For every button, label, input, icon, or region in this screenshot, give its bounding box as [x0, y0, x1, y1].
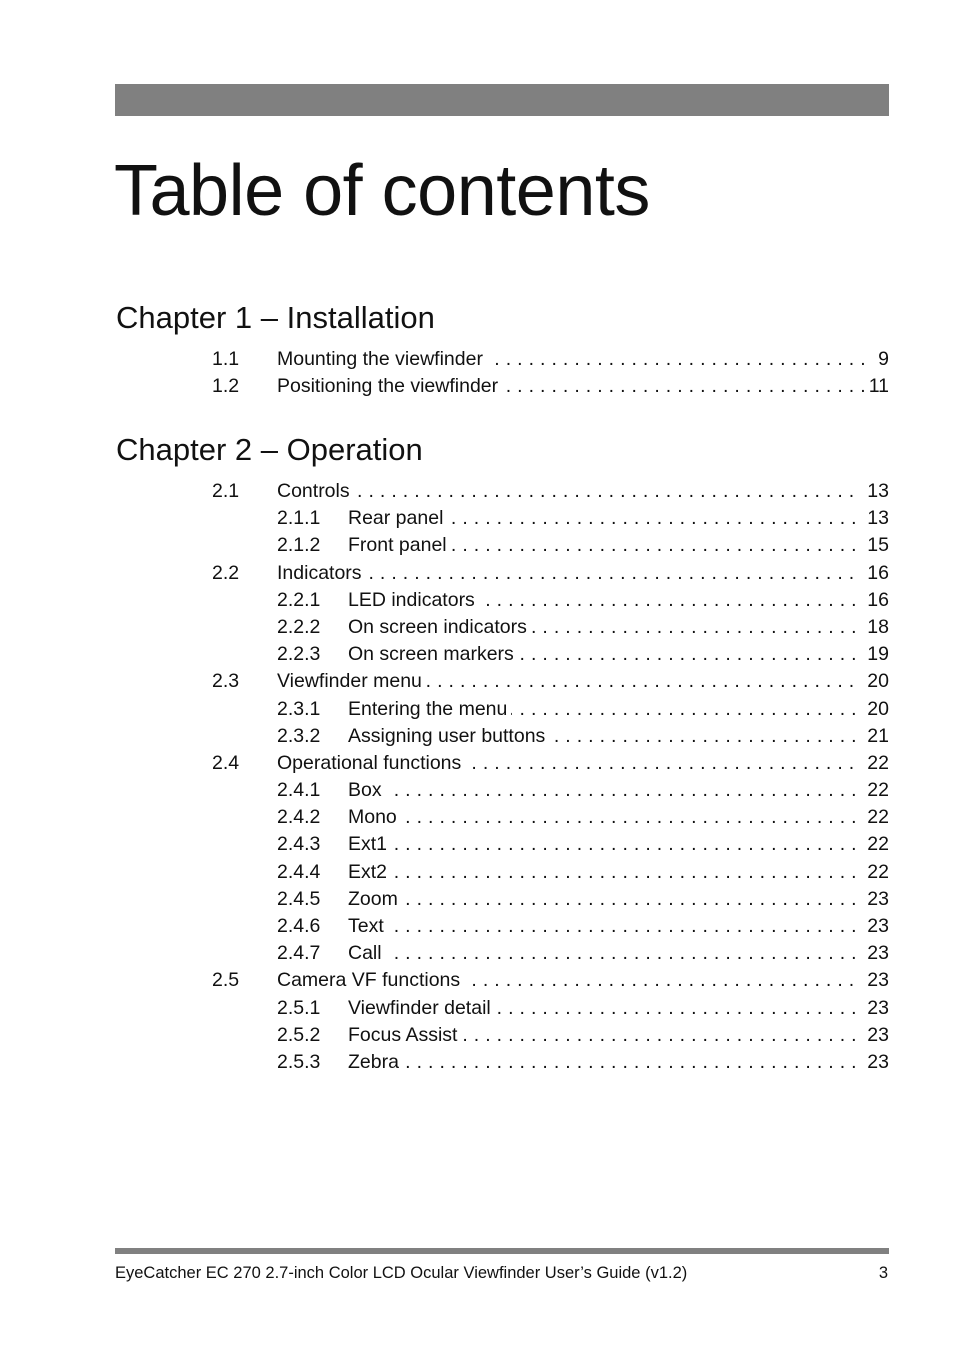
toc-entry-2-5-3[interactable]: [0, 1049, 954, 1076]
toc-entry-page: 13: [862, 478, 889, 505]
toc-entry-number: 2.3.2: [277, 724, 321, 747]
toc-entry-number: 1.1: [212, 348, 240, 370]
toc-entry-number: 2.3: [212, 670, 240, 693]
toc-entry-page: 22: [862, 750, 889, 777]
toc-entry-title[interactable]: On screen indicators . . .: [348, 614, 889, 641]
toc-entry-page: 23: [862, 913, 889, 940]
toc-entry-2-5-1[interactable]: [0, 995, 954, 1022]
toc-entry-number: 2.2.2: [277, 615, 321, 638]
toc-entry-2-4-6[interactable]: [0, 913, 954, 940]
toc-entry-number: 1.2: [212, 375, 240, 398]
toc-entry-number: 2.1.1: [277, 507, 321, 530]
toc-entry-2-1-2[interactable]: [0, 532, 954, 559]
toc-entry-title[interactable]: Ext1 . . .: [348, 831, 889, 858]
toc-entry-page: 23: [862, 1022, 889, 1049]
toc-entry-number: 2.2.1: [277, 588, 321, 611]
toc-entry-number: 2.4.4: [277, 860, 321, 883]
toc-entry-number: 2.5: [212, 969, 240, 992]
toc-list-chapter-1: [0, 346, 954, 400]
toc-entry-2-2-1[interactable]: [0, 587, 954, 614]
chapter-heading-1: Chapter 1 – Installation: [116, 300, 435, 335]
toc-entry-page: 15: [862, 532, 889, 559]
toc-entry-2-4-1[interactable]: [0, 777, 954, 804]
toc-entry-title[interactable]: Viewfinder menu . . .: [277, 668, 889, 695]
toc-entry-page: 18: [862, 614, 889, 641]
chapter-heading-2: Chapter 2 – Operation: [116, 432, 423, 467]
toc-entry-number: 2.4.6: [277, 915, 321, 937]
toc-entry-title[interactable]: Viewfinder detail . . .: [348, 995, 889, 1022]
toc-entry-title[interactable]: Text . . .: [348, 913, 889, 940]
toc-entry-number: 2.4.5: [277, 887, 321, 910]
toc-entry-title[interactable]: Call . . .: [348, 940, 889, 967]
footer-document-title: EyeCatcher EC 270 2.7-inch Color LCD Ocular Viewfinder User’s Guide (v1.2): [115, 1264, 688, 1282]
toc-entry-number: 2.4.2: [277, 806, 321, 829]
toc-entry-page: 20: [862, 696, 889, 723]
toc-entry-page: 19: [862, 641, 889, 668]
toc-entry-number: 2.5.3: [277, 1050, 321, 1073]
toc-entry-title[interactable]: Ext2 . . .: [348, 859, 889, 886]
toc-entry-2-5-2[interactable]: [0, 1022, 954, 1049]
toc-entry-page: 13: [862, 505, 889, 532]
toc-entry-page: 22: [862, 777, 889, 804]
toc-entry-2-3[interactable]: [0, 668, 954, 695]
toc-entry-number: 2.4: [212, 751, 240, 774]
toc-entry-2-2[interactable]: [0, 560, 954, 587]
toc-entry-title[interactable]: Indicators . . .: [277, 560, 889, 587]
toc-entry-2-3-2[interactable]: [0, 723, 954, 750]
toc-entry-page: 16: [862, 560, 889, 587]
toc-entry-number: 2.1: [212, 480, 240, 502]
toc-entry-title[interactable]: Mounting the viewfinder . . .: [277, 346, 889, 373]
toc-entry-page: 23: [862, 886, 889, 913]
toc-entry-number: 2.3.1: [277, 697, 321, 720]
page-title: Table of contents: [114, 151, 650, 231]
header-rule: [115, 84, 889, 116]
toc-entry-2-4-7[interactable]: [0, 940, 954, 967]
toc-entry-title[interactable]: Box . . .: [348, 777, 889, 804]
toc-entry-number: 2.1.2: [277, 534, 321, 557]
toc-entry-page: 21: [862, 723, 889, 750]
toc-entry-1-2[interactable]: [0, 373, 954, 400]
toc-entry-page: 22: [862, 804, 889, 831]
toc-entry-title[interactable]: Zebra . . .: [348, 1049, 889, 1076]
toc-entry-2-4-4[interactable]: [0, 859, 954, 886]
toc-entry-2-4-3[interactable]: [0, 831, 954, 858]
toc-entry-number: 2.2: [212, 561, 240, 584]
toc-entry-page: 9: [873, 346, 889, 373]
toc-entry-page: 16: [862, 587, 889, 614]
toc-entry-title[interactable]: Zoom . . .: [348, 886, 889, 913]
toc-entry-number: 2.5.2: [277, 1023, 321, 1046]
toc-entry-title[interactable]: Controls . . .: [277, 478, 889, 505]
toc-entry-2-4[interactable]: [0, 750, 954, 777]
toc-entry-1-1[interactable]: [0, 346, 954, 373]
toc-entry-page: 11: [864, 373, 889, 400]
toc-entry-title[interactable]: Assigning user buttons . . .: [348, 723, 889, 750]
toc-entry-number: 2.2.3: [277, 643, 321, 666]
toc-entry-number: 2.4.1: [277, 779, 321, 802]
toc-list-chapter-2: [0, 478, 954, 1076]
toc-entry-2-4-5[interactable]: [0, 886, 954, 913]
toc-entry-title[interactable]: Camera VF functions . . .: [277, 967, 889, 994]
toc-entry-2-3-1[interactable]: [0, 696, 954, 723]
toc-entry-title[interactable]: On screen markers . . .: [348, 641, 889, 668]
toc-entry-page: 22: [862, 831, 889, 858]
toc-entry-2-5[interactable]: [0, 967, 954, 994]
toc-entry-2-2-2[interactable]: [0, 614, 954, 641]
toc-entry-page: 23: [862, 967, 889, 994]
toc-entry-title[interactable]: Entering the menu . . .: [348, 696, 889, 723]
toc-entry-title[interactable]: LED indicators . . .: [348, 587, 889, 614]
footer-rule: [115, 1248, 889, 1254]
toc-entry-page: 23: [862, 1049, 889, 1076]
toc-entry-page: 22: [862, 859, 889, 886]
footer-page-number: 3: [878, 1264, 888, 1282]
toc-entry-title[interactable]: Front panel . . .: [348, 532, 889, 559]
toc-entry-2-2-3[interactable]: [0, 641, 954, 668]
toc-entry-title[interactable]: Rear panel . . .: [348, 505, 889, 532]
toc-entry-number: 2.4.3: [277, 833, 321, 856]
toc-entry-title[interactable]: Mono . . .: [348, 804, 889, 831]
toc-entry-title[interactable]: Operational functions . . .: [277, 750, 889, 777]
toc-entry-page: 23: [862, 940, 889, 967]
toc-entry-number: 2.5.1: [277, 996, 321, 1019]
toc-entry-2-1[interactable]: [0, 478, 954, 505]
toc-entry-page: 23: [862, 995, 889, 1022]
toc-entry-title[interactable]: Focus Assist . . .: [348, 1022, 889, 1049]
toc-entry-title[interactable]: Positioning the viewfinder . . .: [277, 373, 889, 400]
toc-entry-2-1-1[interactable]: [0, 505, 954, 532]
toc-entry-number: 2.4.7: [277, 942, 321, 965]
toc-entry-page: 20: [862, 668, 889, 695]
toc-entry-2-4-2[interactable]: [0, 804, 954, 831]
